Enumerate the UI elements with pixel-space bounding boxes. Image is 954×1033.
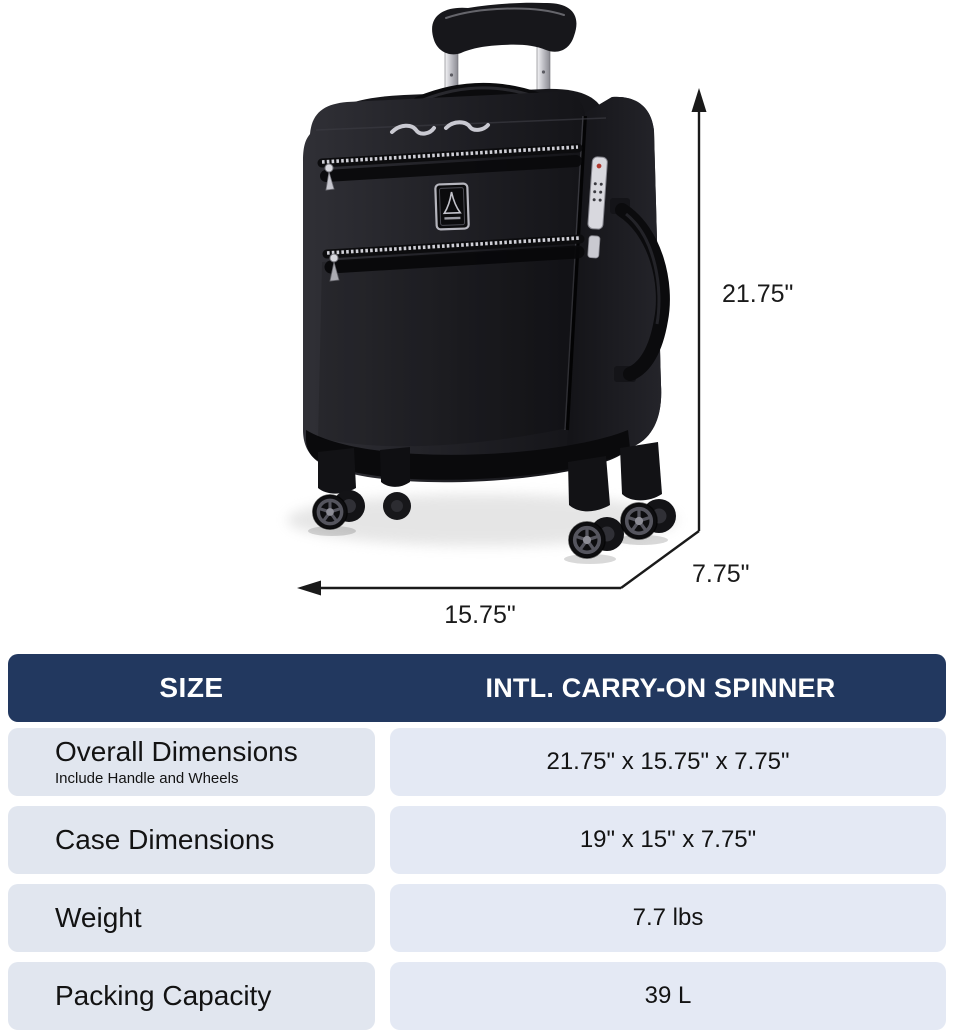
spec-value-cell: 39 L: [390, 962, 946, 1030]
table-row: [8, 884, 946, 952]
header-model-label: INTL. CARRY-ON SPINNER: [485, 672, 836, 703]
table-row: [8, 728, 946, 796]
spec-sublabel: Include Handle and Wheels: [55, 769, 239, 787]
header-size-label: SIZE: [159, 672, 224, 703]
spec-label-cell: [8, 806, 375, 874]
spec-value-cell: 19" x 15" x 7.75": [390, 806, 946, 874]
spec-label-cell: [8, 962, 375, 1030]
front-pocket: [318, 247, 580, 446]
spec-label-cell: [8, 884, 375, 952]
spec-table: [0, 654, 954, 1030]
spec-label: Weight: [55, 902, 142, 934]
spec-label: Case Dimensions: [55, 824, 275, 856]
up-arrowhead-icon: [692, 88, 707, 112]
spec-label: Overall Dimensions: [55, 736, 298, 768]
spec-label: Packing Capacity: [55, 980, 272, 1012]
table-row: [8, 806, 946, 874]
spec-value-cell: 7.7 lbs: [390, 884, 946, 952]
brand-plaque: [435, 183, 469, 229]
spec-label-cell: [8, 728, 375, 796]
table-row: [8, 962, 946, 1030]
depth-dimension-label: 7.75": [692, 560, 750, 588]
width-dimension-label: 15.75": [444, 601, 516, 629]
left-arrowhead-icon: [297, 581, 321, 596]
spec-value-cell: 21.75" x 15.75" x 7.75": [390, 728, 946, 796]
spec-table-header: [8, 654, 946, 722]
height-dimension-label: 21.75": [722, 280, 794, 308]
